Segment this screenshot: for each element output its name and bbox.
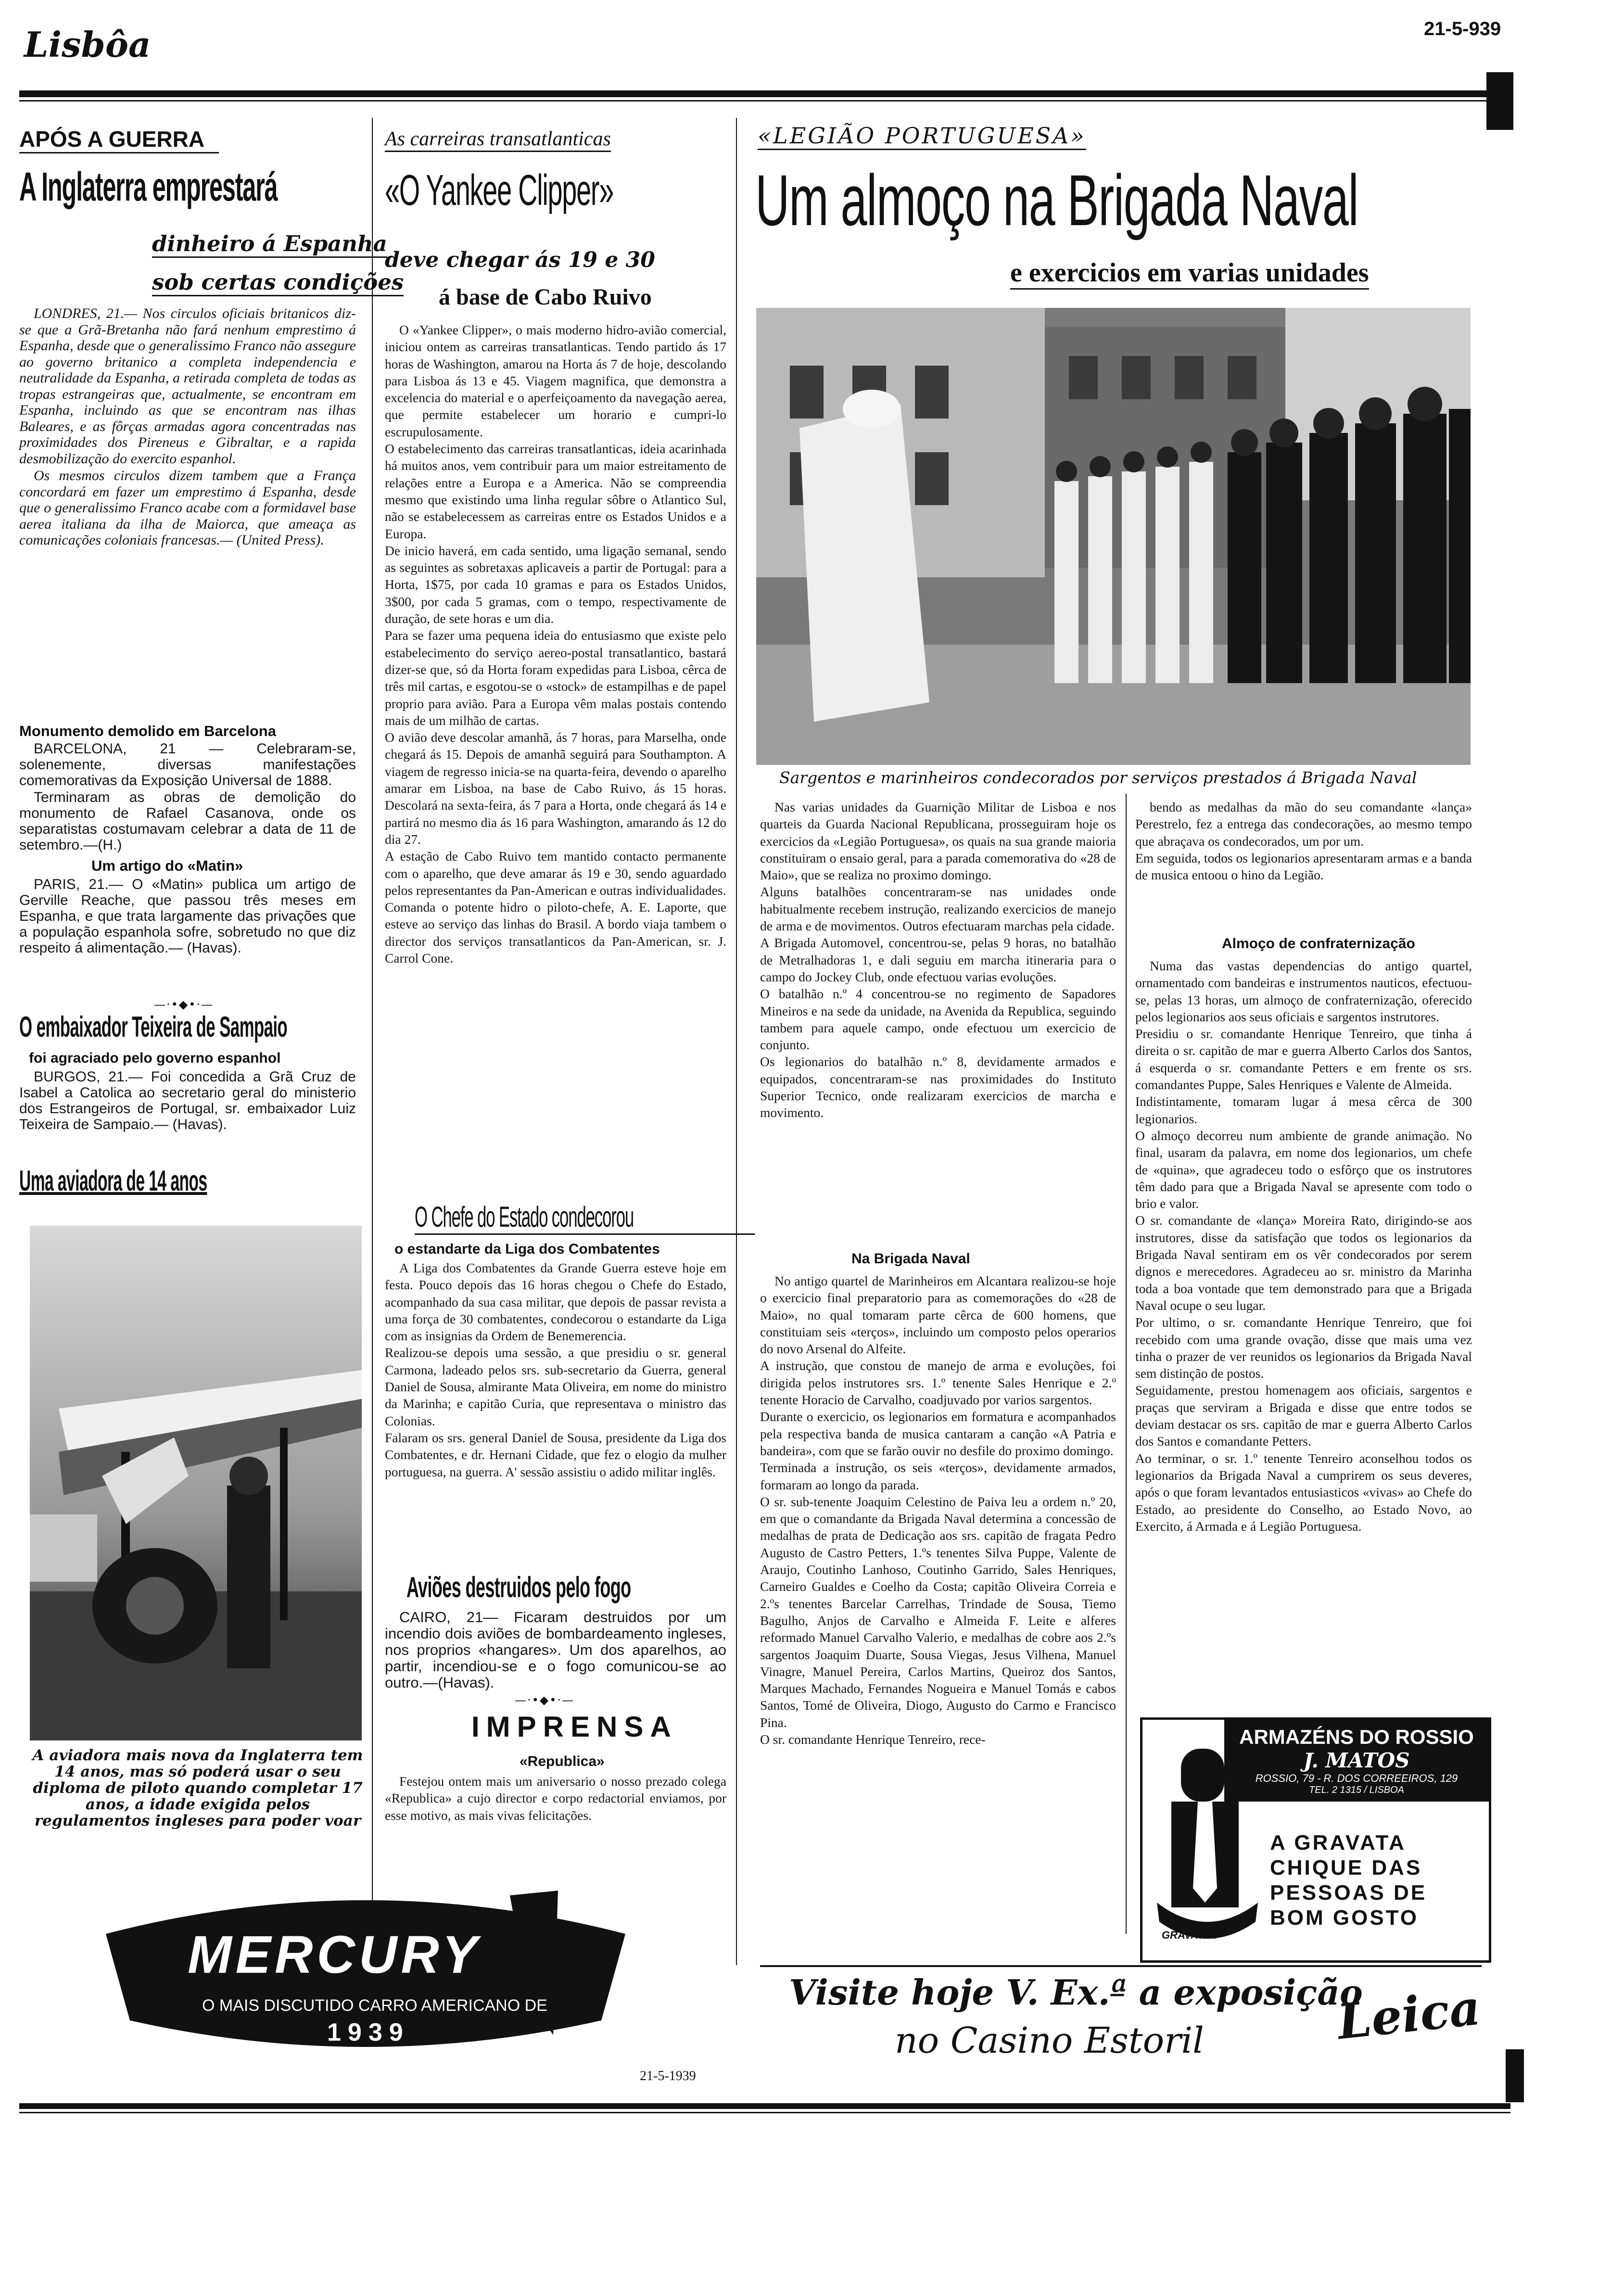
col2-headline-3: Aviões destruidos pelo fogo [406, 1571, 631, 1603]
col2-body-cairo [385, 1609, 726, 1692]
col1-ornament: —·•◆•·— [154, 998, 214, 1011]
footer-date: 21-5-1939 [640, 2069, 696, 2083]
brigade-photo-caption: Sargentos e marinheiros condecorados por serviços prestados á Brigada Naval [779, 768, 1417, 787]
col1-deck-1: dinheiro á Espanha [152, 231, 387, 258]
right-col-a-2 [760, 1272, 1116, 1749]
tie-figure-icon [1152, 1729, 1263, 1951]
right-kicker: «LEGIÃO PORTUGUESA» [758, 123, 1086, 150]
leica-logo: Leica [1334, 1979, 1483, 2051]
col2-para-1: O «Yankee Clipper», o mais moderno hidro-avião comercial, iniciou ontem as carreiras transatlanticas. Tendo partido ás 17 horas de Washington, amarou na Horta ás 7 de hoje, descolando para Lisboa ás 13 e 45. Viagem magnifica, que demonstra a excelencia do material e o aperfeiçoamento da navegação aerea, que permite estabelecer um horario e cumpri-lo escrupulosamente. O estabelecimento das carreiras transatlanticas, ideia acarinhada há muitos anos, vem contribuir para um maior estreitamento de relações entre a Europa e a America. Não se compreendia mesmo que existindo uma linha regular sôbre o Atlantico Sul, não se estabelecessem as carreiras entre os Estados Unidos e a Europa. De inicio haverá, em cada sentido, uma ligação semanal, sendo as seguintes as sobretaxas aplicaveis a partir de Portugal: para a Horta, 1$75, por cada 10 gramas e para os Estados Unidos, 3$00, por cada 5 gramas, com o tempo, respectivamente de duração, de sete horas e um dia. Para se fazer uma pequena ideia do entusiasmo que existe pelo estabelecimento do serviço aereo-postal transatlantico, bastará dizer-se que, só da Horta foram expedidas para Lisboa, cêrca de três mil cartas, e esgotou-se o «stock» de estampilhas e de papel proprio para avião. Para a Europa vêm malas postais contendo mais de um milhão de cartas. O avião deve descolar amanhã, ás 7 horas, para Marselha, onde chegará ás 15. Depois de amanhã seguirá para Southampton. A viagem de regresso inicia-se na quarta-feira, devendo o aparelho amarar em Lisboa, na base de Cabo Ruivo, ás 15 horas. Descolará na sexta-feira, ás 7 para a Horta, onde chegará ás 14 e partirá no mesmo dia ás 16 para Washington, amarando ás 12 do dia 27. A estação de Cabo Ruivo tem mantido contacto permanente com o aparelho, que deve amarar ás 19 e 30, sendo aguardado pelos representantes da Pan-American e outras individualidades. Comanda o potente hidro o piloto-chefe, A. E. Laporte, que esteve ao serviço das linhas do Brasil. A bordo viaja tambem o director dos serviços transatlanticos da Pan-American, sr. J. Carrol Cone. [385, 322, 726, 965]
col1-para-3: BARCELONA, 21 — Celebraram-se, solenemente, diversas manifestações comemorativas da Exposição Universal de 1888. [19, 741, 356, 788]
col1-para-4: Terminaram as obras de demolição do monumento de Rafael Casanova, onde os separatistas costumavam celebrar a data de 11 de setembro.—(H.) [19, 789, 356, 853]
col1-body-burgos [19, 1069, 356, 1133]
col2-deck-2: á base de Cabo Ruivo [439, 284, 652, 310]
col2-headline-2-sub: o estandarte da Liga dos Combatentes [394, 1241, 660, 1257]
col1-photo-caption: A aviadora mais nova da Inglaterra tem 14 anos, mas só poderá usar o seu diploma de piloto quando completar 17 anos, a idade exigida pelos regulamentos ingleses para poder voar [32, 1747, 363, 1829]
gravata-slogan [1270, 1830, 1427, 1930]
right-col-b-2 [1135, 957, 1472, 1536]
right-headline: Um almoço na Brigada Naval [755, 160, 1358, 241]
mercury-brand: MERCURY [188, 1925, 482, 1984]
gravata-line-4: BOM GOSTO [1270, 1906, 1419, 1930]
masthead-rule-thin [19, 100, 1491, 102]
mercury-year: 1939 [327, 2019, 410, 2046]
right-deck: e exercicios em varias unidades [1010, 257, 1369, 290]
col2-para-2: A Liga dos Combatentes da Grande Guerra esteve hoje em festa. Pouco depois das 16 horas chegou o Chefe do Estado, acompanhado da sua casa militar, que depois de passar revista a uma força de 30 combatentes, condecorou o estandarte da Liga com as insignias da Ordem de Benemerencia. Realizou-se depois uma sessão, a que presidiu o sr. general Carmona, ladeado pelos srs. sub-secretario da Guerra, general Daniel de Sousa, almirante Mata Oliveira, em nome do ministro da Marinha; e capitão Curia, que representava o ministro das Colonias. Falaram os srs. general Daniel de Sousa, presidente da Liga dos Combatentes, e dr. Hernani Cidade, que fez o elogio da mulher portuguesa, na guerra. A' sessão assistiu o adido militar inglês. [385, 1260, 726, 1479]
col1-headline: A Inglaterra emprestará [19, 164, 278, 209]
right-col-a-para-1: Nas varias unidades da Guarnição Militar de Lisboa e nos quarteis da Guarda Nacional Republicana, prosseguiram hoje os exercicios da «Legião Portuguesa», os quais na sua grande maioria constituiram o ensaio geral, para a parada comemorativa do «28 de Maio», que se realiza no proximo domingo. Alguns batalhões concentraram-se nas unidades onde habitualmente recebem instrução, realizando exercicios de manejo de arma e de movimentos. Outros efectuaram marchas pela cidade. A Brigada Automovel, concentrou-se, pelas 9 horas, no batalhão de Metralhadoras 1, e dali seguiu em marcha itineraria para o campo do Jockey Club, onde efectuou varias evoluções. O batalhão n.º 4 concentrou-se no regimento de Sapadores Mineiros e na sede da unidade, na Avenida da Republica, seguindo tambem para aquele campo, onde efectuou um exercicio de conjunto. Os legionarios do batalhão n.º 8, devidamente armados e equipados, concentraram-se nas proximidades do Instituto Superior Tecnico, onde realizaram exercicios de marcha e movimento. [760, 800, 1116, 1120]
column-divider-1 [372, 118, 373, 1965]
armazens-ad [1140, 1717, 1491, 1963]
right-col-b-sub: Almoço de confraternização [1222, 936, 1415, 952]
col1-para-1: LONDRES, 21.— Nos circulos oficiais britanicos diz-se que a Grã-Bretanha não fará nenhum emprestimo á Espanha, desde que o generalissimo Franco não assegure ao governo britanico a completa independencia e neutralidade da Espanha, a retirada completa de todas as tropas estrangeiras que, actualmente, se encontram em Espanha, incluindo as que se encontram nas ilhas Baleares, e as fôrças armadas agora concentradas nas proximidades dos Pireneus e Gibraltar, e a rapida desmobilização do exercito espanhol. [19, 305, 356, 467]
right-margin-bar-bottom [1506, 2049, 1524, 2102]
right-col-a-sub: Na Brigada Naval [851, 1251, 970, 1267]
footer-rule-thin [19, 2112, 1510, 2113]
mercury-tagline: O MAIS DISCUTIDO CARRO AMERICANO DE [202, 1996, 547, 2015]
col1-headline-2-sub: foi agraciado pelo governo espanhol [29, 1050, 281, 1066]
gravatas-label: GRAVATAS [1162, 1929, 1218, 1941]
col2-headline-4-sub: «Republica» [520, 1753, 605, 1769]
col1-headline-2: O embaixador Teixeira de Sampaio [19, 1011, 288, 1043]
right-column-divider [1126, 794, 1127, 1934]
col2-body-imprensa [385, 1773, 726, 1825]
col1-deck-2: sob certas condições [152, 269, 404, 296]
col1-headline-3: Uma aviadora de 14 anos [19, 1165, 207, 1197]
col1-para-6: BURGOS, 21.— Foi concedida a Grã Cruz de Isabel a Catolica ao secretario geral do ministerio dos Estrangeiros de Portugal, sr. embaixador Luiz Teixeira de Sampaio.— (Havas). [19, 1069, 356, 1132]
col1-para-2: Os mesmos circulos dizem tambem que a França concordará em fazer um emprestimo á Espanha, desde que o generalissimo Franco acabe com a formidavel base aerea italiana da ilha de Maiorca, que ameaça as comunicações coloniais francesas.— (United Press). [19, 468, 356, 548]
leica-line-1: Visite hoje V. Ex.ª a exposição [789, 1972, 1363, 2013]
leica-ad [760, 1965, 1482, 2083]
right-col-a [760, 799, 1116, 1122]
armazens-header [1224, 1720, 1489, 1802]
masthead-city: Lisbôa [24, 24, 151, 65]
armazens-address: ROSSIO, 79 - R. DOS CORREEIROS, 129 [1255, 1772, 1458, 1784]
col2-body-clipper [385, 321, 726, 967]
aviator-photo [30, 1226, 362, 1740]
column-divider-2 [736, 118, 737, 1965]
brigade-photo [756, 308, 1471, 765]
masthead-date: 21-5-939 [1424, 18, 1501, 39]
col1-kicker: APÓS A GUERRA [19, 126, 219, 153]
armazens-owner: J. MATOS [1303, 1749, 1410, 1772]
col2-deck-1: deve chegar ás 19 e 30 [385, 248, 655, 272]
col2-ornament: —·•◆•·— [515, 1693, 575, 1707]
col1-sub-matin: Um artigo do «Matin» [91, 857, 243, 874]
armazens-title: ARMAZÉNS DO ROSSIO [1239, 1726, 1474, 1748]
armazens-tel: TEL. 2 1315 / LISBOA [1309, 1785, 1404, 1795]
gravata-line-3: PESSOAS DE [1270, 1881, 1427, 1905]
col1-body-london [19, 305, 356, 549]
col1-para-5: PARIS, 21.— O «Matin» publica um artigo de Gerville Reache, que passou três meses em Espanha, e que trata largamente das privações que a população espanhola sofre, sobretudo no que diz respeito á alimentação.— (Havas). [19, 876, 356, 956]
col2-body-liga [385, 1259, 726, 1481]
right-col-b-para-2: Numa das vastas dependencias do antigo quartel, ornamentado com bandeiras e instrumentos nauticos, efectuou-se, pelas 13 horas, um almoço de confraternização, oferecido pelos legionarios aos seus oficiais e sargentos instrutores. Presidiu o sr. comandante Henrique Tenreiro, que tinha á direita o sr. capitão de mar e guerra Alberto Carlos dos Santos, á esquerda o sr. comandante Petters e em frente os srs. comandantes Puppe, Sales Henriques e Valente de Almeida. Indistintamente, tomaram lugar á mesa cêrca de 300 legionarios. O almoço decorreu num ambiente de grande animação. No final, usaram da palavra, em nome dos legionarios, um chefe de «quina», que agradeceu todo o esfôrço que os instrutores têm dado para que a Brigada Naval se apresente com todo o brio e valor. O sr. comandante de «lança» Moreira Rato, dirigindo-se aos instrutores, disse da satisfação que todos os legionarios da Brigada Naval sentiram em os vêr condecorados por serem dignos e merecedores. Agradeceu ao sr. ministro da Marinha toda a boa vontade que tem demonstrado para que a Brigada Naval ocupe o seu lugar. Por ultimo, o sr. comandante Henrique Tenreiro, que foi recebido com uma grande ovação, disse que mais uma vez tinha o prazer de ver reunidos os legionarios da Brigada Naval sem distinção de postos. Seguidamente, prestou homenagem aos oficiais, sargentos e praças que serviram a Brigada e disse que entre todos se deviam destacar os srs. capitão de mar e guerra Alberto Carlos dos Santos e comandante Petters. Ao terminar, o sr. 1.º tenente Tenreiro aconselhou todos os legionarios da Brigada Naval a cumprirem os seus deveres, após o que foram levantados entusiasticos «vivas» ao Chefe do Estado, ao presidente do Conselho, ao Estado Novo, ao Exercito, á Armada e á Legião Portuguesa. [1135, 958, 1472, 1534]
col1-body-barcelona [19, 741, 356, 854]
right-col-a-para-2: No antigo quartel de Marinheiros em Alcantara realizou-se hoje o exercicio final preparatorio para as comemorações do «28 de Maio», no qual tomaram parte cêrca de 600 homens, que constituiam seis «terços», incluindo um composto pelos operarios do novo Arsenal do Alfeite. A instrução, que constou de manejo de arma e evoluções, foi dirigida pelos instrutores srs. 1.º tenente Sales Henrique e 2.º tenente Horacio de Carvalho, coadjuvado por varios sargentos. Durante o exercicio, os legionarios em formatura e acompanhados pela respectiva banda de musica cantaram a canção «A Patria e bandeira», com que se farão ouvir no desfile do proximo domingo. Terminada a instrução, os seis «terços», devidamente armados, formaram ao longo da parada. O sr. sub-tenente Joaquim Celestino de Paiva leu a ordem n.º 20, em que o comandante da Brigada Naval determina a concessão de medalhas de prata de Dedicação aos srs. capitão de fragata Pedro Augusto de Castro Petters, 1.ºs tenentes Silva Puppe, Valente de Araujo, Coutinho Lanhoso, Coutinho Garrido, Sales Henriques, Carneiro Gualdes e Coelho da Costa; capitão Oliveira Correia e 2.ºs tenentes Barcelar Carrelhas, Trindade de Sousa, Tiemo Bagulho, Anjos de Carvalho e Almeida F. Leite e alferes reformado Manuel Carvalho Valerio, e medalhas de cobre aos 2.ºs sargentos Joaquim Duarte, Sousa Viegas, Jesus Vilhena, Manuel Vinagre, Manuel Pereira, Carlos Martins, Queiroz dos Santos, Marques Machado, Fernandes Nogueira e Manuel Tomás e cabos Santos, Tomé de Oliveira, Diogo, Augusto do Carmo e Francisco Pina. O sr. comandante Henrique Tenreiro, rece- [760, 1273, 1116, 1747]
masthead-rule-thick [19, 90, 1491, 97]
col1-body-matin [19, 876, 356, 957]
mercury-ad [77, 1876, 654, 2059]
right-margin-bar-top [1486, 72, 1513, 130]
right-col-b-para-1: bendo as medalhas da mão do seu comandante «lança» Perestrelo, fez a entrega das condecorações, ao mesmo tempo que abraçava os condecorados, um por um. Em seguida, todos os legionarios apresentaram armas e a banda de musica entoou o hino da Legião. [1135, 800, 1472, 883]
right-col-b [1135, 799, 1472, 884]
col2-headline-2: O Chefe do Estado condecorou [415, 1200, 755, 1235]
gravata-line-1: A GRAVATA [1270, 1831, 1406, 1854]
leica-line-2: no Casino Estoril [895, 2020, 1204, 2061]
footer-rule-thick [19, 2103, 1510, 2109]
col1-sub-barcelona: Monumento demolido em Barcelona [19, 723, 276, 739]
col2-para-3: CAIRO, 21— Ficaram destruidos por um incendio dois aviões de bombardeamento ingleses, nos proprios «hangares». Um dos aparelhos, ao partir, incendiou-se e o fogo comunicou-se ao outro.—(Havas). [385, 1609, 726, 1691]
col2-para-4: Festejou ontem mais um aniversario o nosso prezado colega «Republica» a cujo director e corpo redactorial enviamos, por esse motivo, as mais vivas felicitações. [385, 1774, 726, 1823]
col2-headline-4: IMPRENSA [471, 1711, 678, 1743]
col2-headline: «O Yankee Clipper» [385, 166, 614, 215]
gravata-line-2: CHIQUE DAS [1270, 1856, 1422, 1880]
col2-kicker: As carreiras transatlanticas [385, 127, 611, 152]
